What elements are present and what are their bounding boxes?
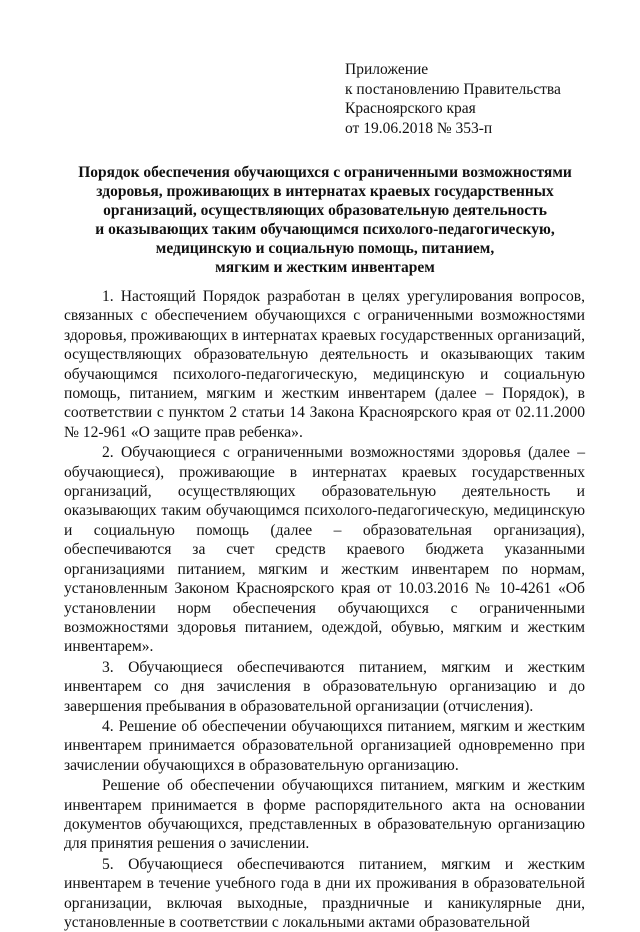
title-line: и оказывающих таким обучающимся психолого-педагогическую,	[95, 221, 555, 238]
appendix-region: Красноярского края	[345, 100, 476, 117]
title-line: мягким и жестким инвентарем	[215, 259, 435, 276]
appendix-date-number: от 19.06.2018 № 353-п	[345, 119, 493, 137]
appendix-label: Приложение	[345, 61, 429, 78]
document-body	[64, 287, 585, 932]
paragraph-3: 3. Обучающиеся обеспечиваются питанием, мягким и жестким инвентарем со дня зачисления в образовательную организацию и до завершения пребывания в образовательной организации (отчисления).	[64, 658, 585, 715]
paragraph-4-continued: Решение об обеспечении обучающихся питанием, мягким и жестким инвентарем принимается в форме распорядительного акта на основании документов обучающихся, представленных в образовательную организацию для принятия решения о зачислении.	[64, 777, 585, 853]
paragraph-4: 4. Решение об обеспечении обучающихся питанием, мягким и жестким инвентарем принимается образовательной организацией одновременно при зачислении обучающихся в образовательную организацию.	[64, 717, 585, 774]
title-line: организаций, осуществляющих образовательную деятельность	[103, 202, 547, 219]
appendix-header	[345, 60, 625, 138]
title-line: Порядок обеспечения обучающихся с ограниченными возможностями	[78, 164, 572, 181]
document-title	[70, 163, 580, 277]
title-line: медицинскую и социальную помощь, питанием,	[155, 240, 495, 257]
appendix-decree-reference: к постановлению Правительства	[345, 80, 561, 98]
paragraph-1: 1. Настоящий Порядок разработан в целях урегулирования вопросов, связанных с обеспечением обучающихся с ограниченными возможностями здоровья, проживающих в интернатах краевых государственных организаций, осуществляющих образовательную деятельность и оказывающих таким обучающимся психолого-педагогическую, медицинскую и социальную помощь, питанием, мягким и жестким инвентарем (далее – Порядок), в соответствии с пунктом 2 статьи 14 Закона Красноярского края от 02.11.2000 № 12-961 «О защите прав ребенка».	[64, 288, 585, 441]
paragraph-5: 5. Обучающиеся обеспечиваются питанием, мягким и жестким инвентарем в течение учебного года в дни их проживания в образовательной организации, включая выходные, праздничные и каникулярные дни, установленные в соответствии с локальными актами образовательной	[64, 855, 585, 931]
title-line: здоровья, проживающих в интернатах краевых государственных	[96, 183, 554, 200]
paragraph-2: 2. Обучающиеся с ограниченными возможностями здоровья (далее – обучающиеся), проживающие в интернатах краевых государственных организаций, осуществляющих образовательную деятельность и оказывающих таким обучающимся психолого-педагогическую, медицинскую и социальную помощь (далее – образовательная организация), обеспечиваются за счет средств краевого бюджета указанными организациями питанием, мягким и жестким инвентарем по нормам, установленным Законом Красноярского края от 10.03.2016 № 10-4261 «Об установлении норм обеспечения обучающихся с ограниченными возможностями здоровья питанием, одеждой, обувью, мягким и жестким инвентарем».	[64, 444, 585, 656]
